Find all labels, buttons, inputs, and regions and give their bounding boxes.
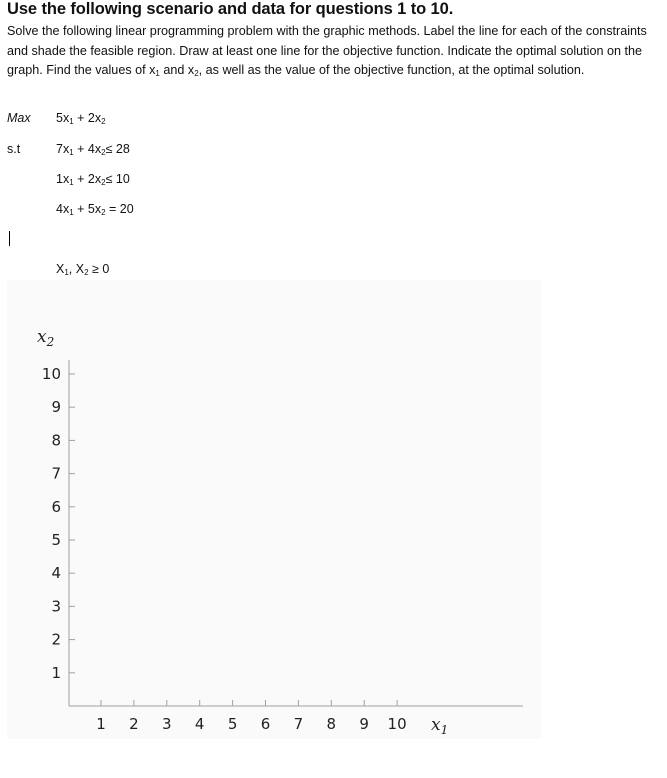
y-tick-label-1: 1: [51, 663, 61, 682]
x-tick-label-3: 3: [162, 715, 172, 733]
text-cursor: [9, 231, 10, 246]
constraint-2: $1x_1 + 2x_2\le 10$: [56, 172, 130, 187]
y-tick-label-5: 5: [51, 531, 61, 549]
y-tick-label-4: 4: [51, 564, 61, 583]
x-axis-variable: $x_1$: [431, 715, 449, 737]
instructions-sub-2: 2: [194, 69, 199, 78]
y-tick-label-8: 8: [51, 431, 61, 450]
y-tick-label-6: 6: [51, 497, 61, 516]
x-tick-label-8: 8: [326, 715, 337, 733]
y-tick-label-10: 10: [41, 365, 61, 383]
nonnegativity-constraint: $X_1$, $X_2 \ge 0$: [56, 262, 110, 277]
max-label: Max: [7, 111, 31, 125]
y-axis-variable: $x_2$: [37, 327, 55, 349]
subject-to-label: s.t: [7, 142, 21, 156]
instructions-text-3: , as well as the value of the objective function, at the optimal solution.: [198, 63, 585, 77]
x-tick-label-2: 2: [129, 715, 139, 733]
y-tick-label-2: 2: [51, 630, 61, 649]
page-heading: Use the following scenario and data for questions 1 to 10.: [7, 0, 454, 18]
instructions-text-1: Solve the following linear programming problem with the graphic methods. Label the line for each of the constraints and shade the feasible region. Draw at least one line for the objective function. Indicate the optimal solution on the graph. Find the values of x: [7, 24, 647, 77]
constraint-3: $4x_1 + 5x_2 = 20$: [56, 202, 134, 217]
y-tick-label-9: 9: [51, 398, 61, 417]
y-tick-label-3: 3: [51, 597, 61, 616]
x-tick-label-10: 10: [387, 715, 407, 733]
x-tick-label-4: 4: [194, 715, 205, 733]
x-tick-label-5: 5: [227, 715, 238, 733]
instructions-paragraph: [7, 22, 647, 81]
x-tick-label-6: 6: [260, 715, 271, 733]
x-tick-label-7: 7: [293, 715, 304, 733]
graph-area[interactable]: [7, 280, 541, 739]
constraint-1: $7x_1 + 4x_2\le 28$: [56, 142, 130, 157]
graph-canvas[interactable]: [7, 280, 541, 739]
x-tick-label-1: 1: [96, 715, 106, 733]
instructions-sub-1: 1: [155, 69, 160, 78]
y-tick-label-7: 7: [51, 464, 61, 483]
x-tick-label-9: 9: [359, 715, 369, 733]
objective-function: $5x_1 + 2x_2$: [56, 111, 106, 126]
instructions-text-2: and x: [159, 63, 195, 77]
